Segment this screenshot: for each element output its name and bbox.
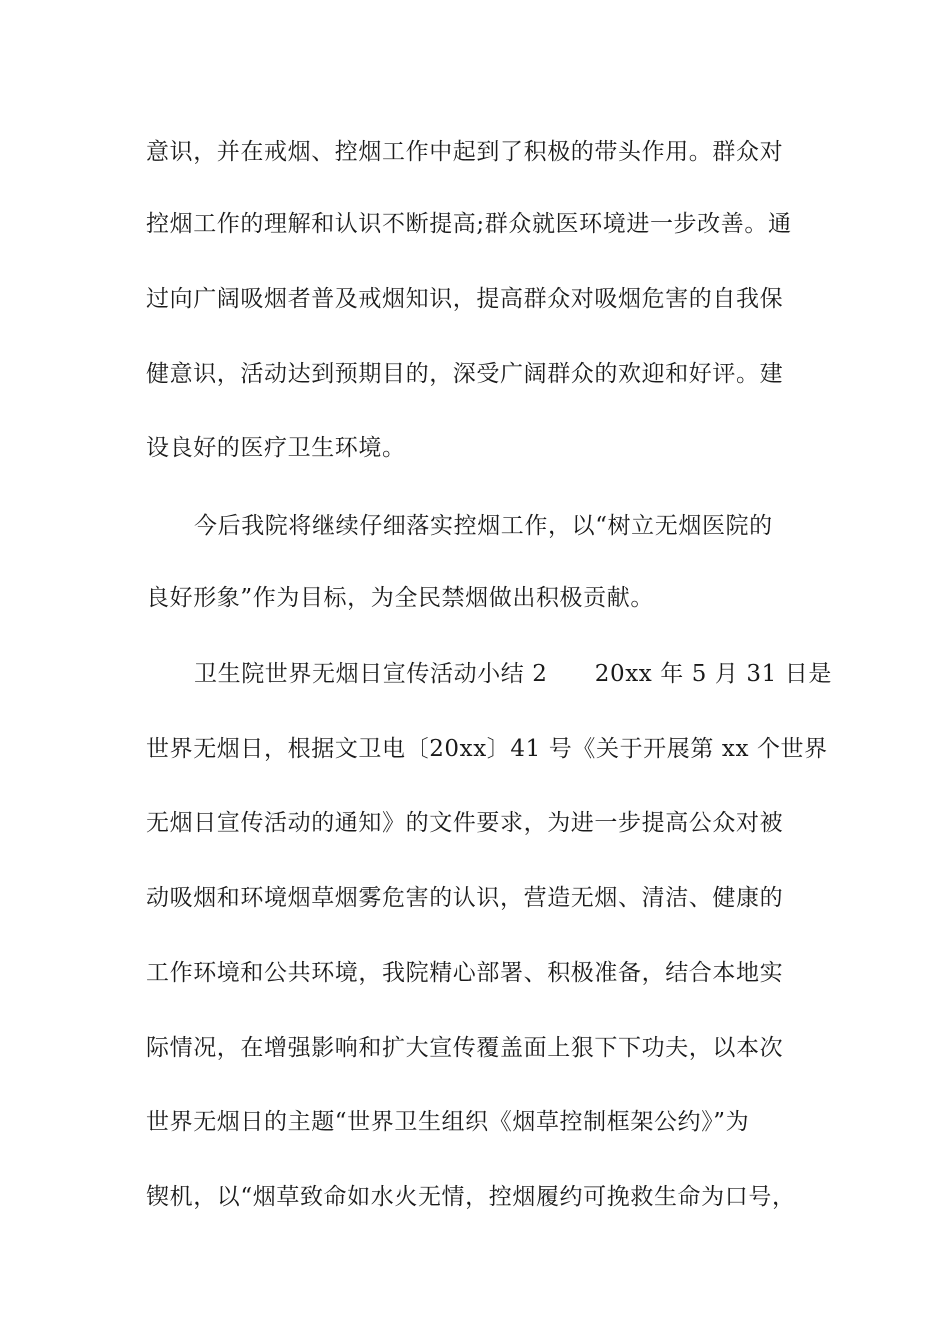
- body-text-line: 工作环境和公共环境，我院精心部署、积极准备，结合本地实: [146, 960, 784, 986]
- body-text-line: 意识，并在戒烟、控烟工作中起到了积极的带头作用。群众对: [146, 139, 784, 165]
- body-text-line: 际情况，在增强影响和扩大宣传覆盖面上狠下下功夫，以本次: [146, 1035, 784, 1061]
- section-heading-line: 卫生院世界无烟日宣传活动小结 2 20xx 年 5 月 31 日是: [194, 661, 833, 687]
- body-text-line: 健意识，活动达到预期目的，深受广阔群众的欢迎和好评。建: [146, 361, 784, 387]
- body-text-line: 锲机，以“烟草致命如水火无情，控烟履约可挽救生命为口号，: [146, 1184, 796, 1210]
- body-text-line: 控烟工作的理解和认识不断提高;群众就医环境进一步改善。通: [146, 211, 792, 237]
- paragraph-start-line: 今后我院将继续仔细落实控烟工作，以“树立无烟医院的: [194, 513, 773, 539]
- body-text-line: 过向广阔吸烟者普及戒烟知识，提高群众对吸烟危害的自我保: [146, 286, 784, 312]
- body-text-line: 动吸烟和环境烟草烟雾危害的认识，营造无烟、清洁、健康的: [146, 885, 784, 911]
- body-text-line: 世界无烟日的主题“世界卫生组织《烟草控制框架公约》”为: [146, 1109, 750, 1135]
- body-text-line: 设良好的医疗卫生环境。: [146, 435, 406, 461]
- body-text-line: 良好形象”作为目标，为全民禁烟做出积极贡献。: [146, 585, 654, 611]
- body-text-line: 世界无烟日，根据文卫电〔20xx〕41 号《关于开展第 xx 个世界: [146, 736, 828, 762]
- body-text-line: 无烟日宣传活动的通知》的文件要求，为进一步提高公众对被: [146, 810, 784, 836]
